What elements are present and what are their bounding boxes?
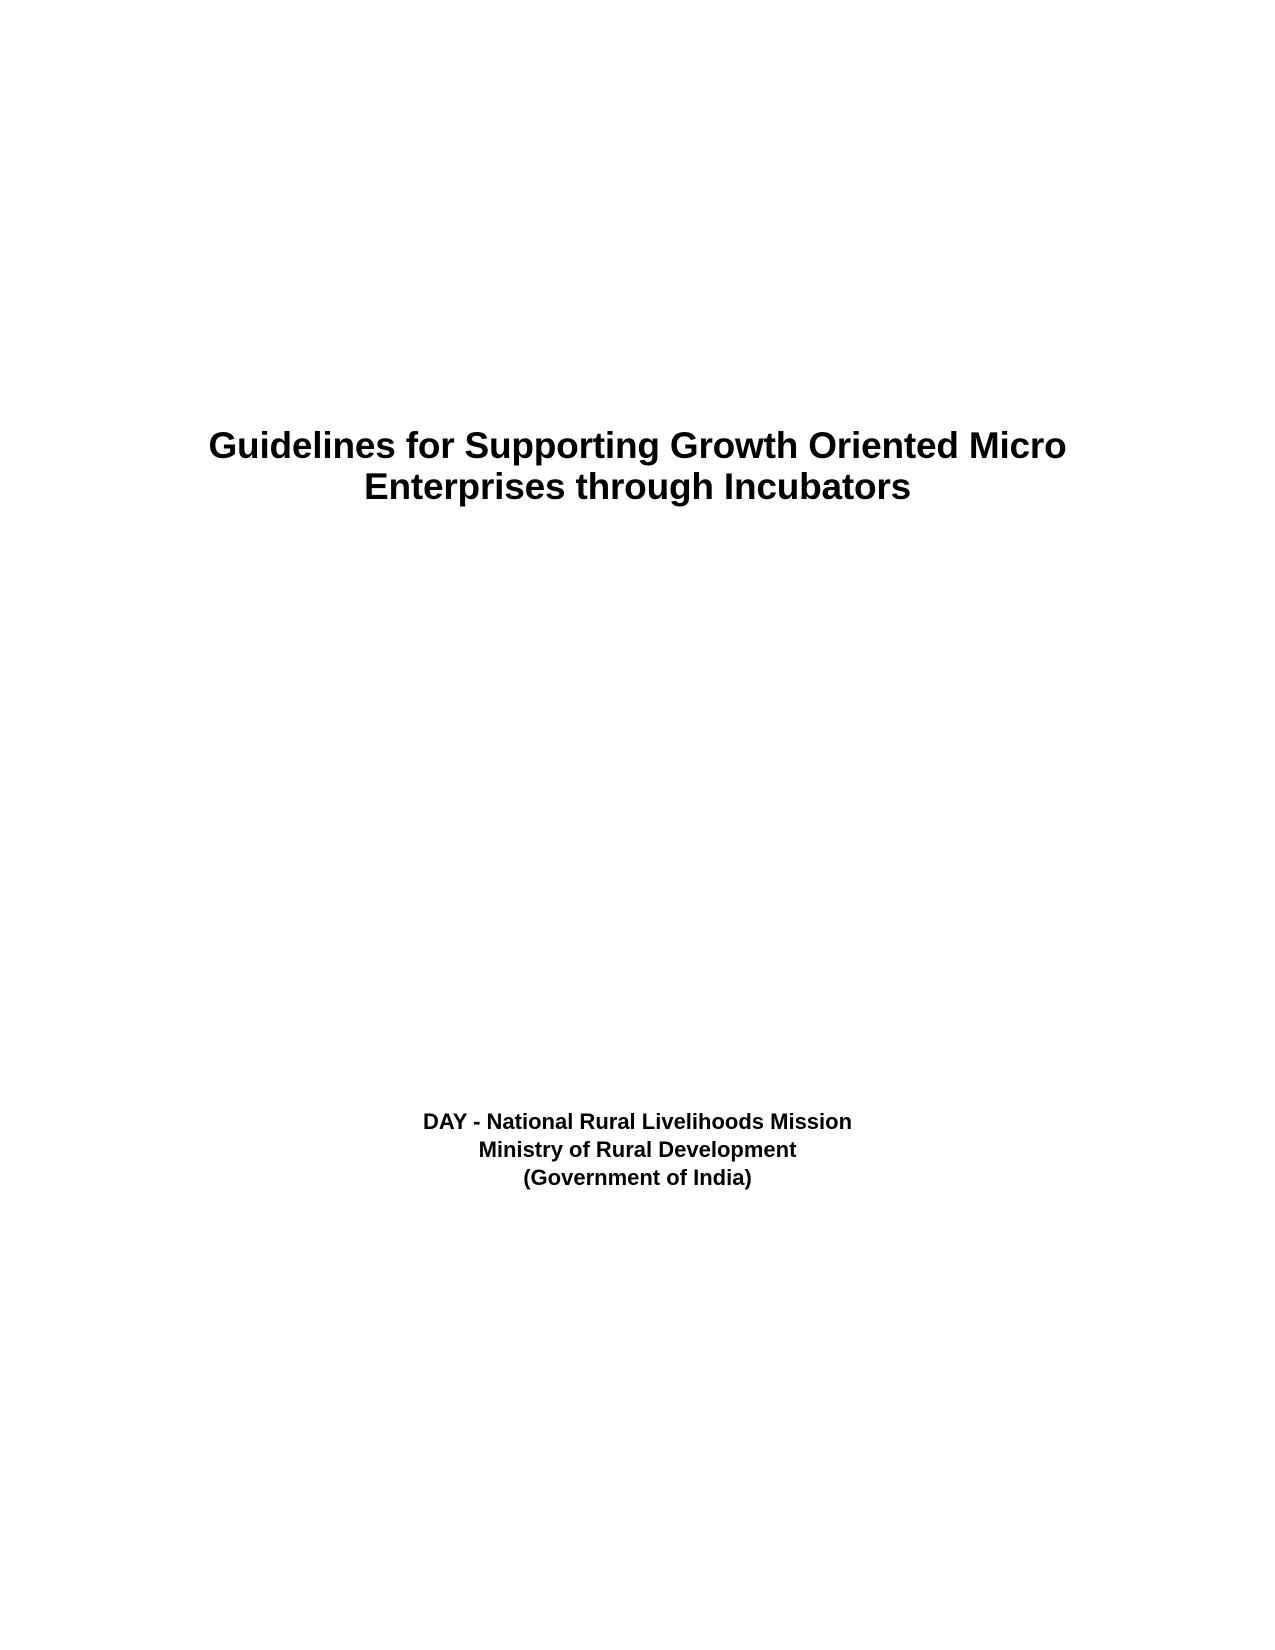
page-title [170,425,1105,508]
publisher-government: (Government of India) [523,1165,752,1191]
document-title-line-2: Enterprises through Incubators [363,466,911,508]
document-title-line-1: Guidelines for Supporting Growth Oriented Micro [208,425,1067,466]
publisher-organization: DAY - National Rural Livelihoods Mission [422,1109,853,1134]
publisher-ministry: Ministry of Rural Development [478,1137,797,1163]
publisher-block [170,1108,1105,1192]
